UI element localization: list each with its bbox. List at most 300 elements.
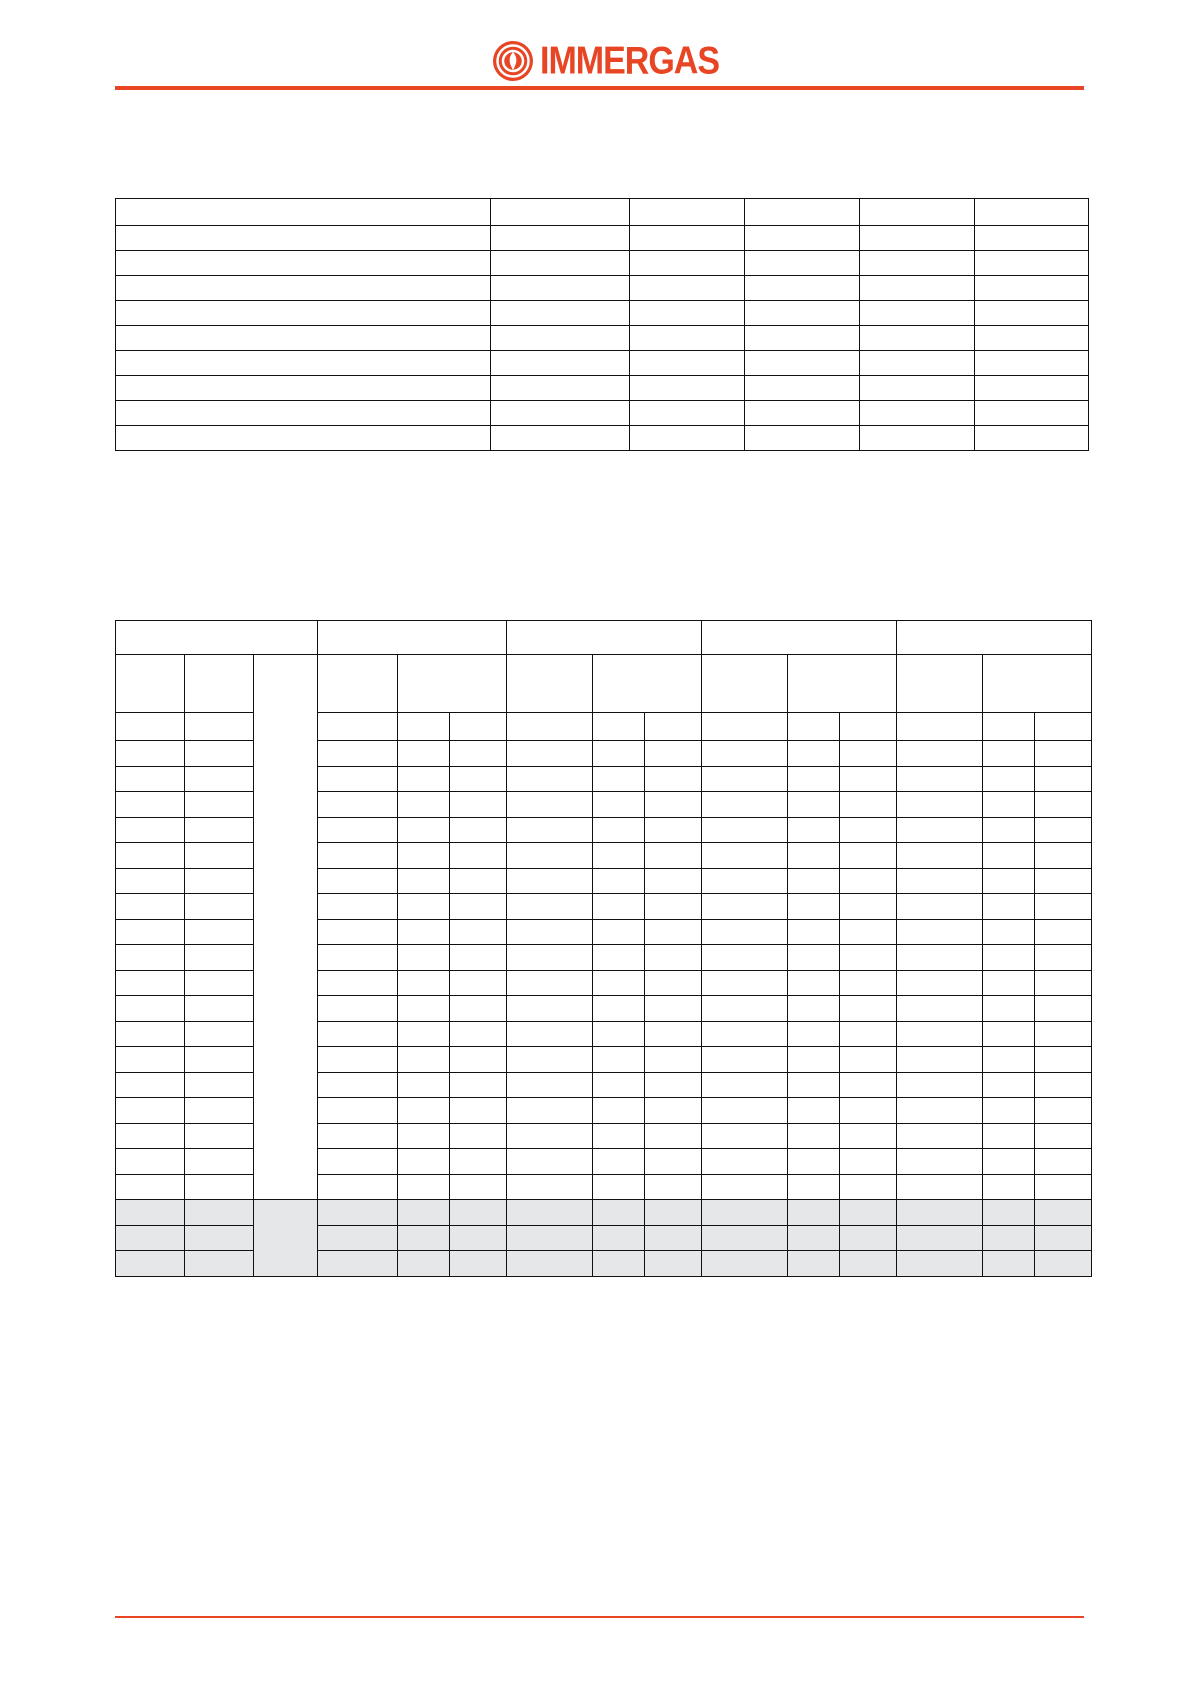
table-cell xyxy=(398,1047,450,1073)
table-cell xyxy=(507,970,593,996)
header-group-cell xyxy=(897,621,1092,655)
table-cell xyxy=(318,1149,398,1175)
table-cell xyxy=(450,868,507,894)
table-cell xyxy=(897,843,983,869)
table-cell xyxy=(1035,1149,1092,1175)
table-cell xyxy=(840,1174,897,1200)
table-cell xyxy=(318,817,398,843)
table-cell xyxy=(788,970,840,996)
table-cell xyxy=(450,1072,507,1098)
table-cell xyxy=(318,1251,398,1277)
table-cell xyxy=(840,1047,897,1073)
table-cell xyxy=(702,1225,788,1251)
table-cell xyxy=(897,792,983,818)
table-cell xyxy=(860,351,975,376)
table-cell xyxy=(840,1251,897,1277)
table-cell xyxy=(593,970,645,996)
table-cell xyxy=(398,1072,450,1098)
table-cell xyxy=(840,919,897,945)
table-cell xyxy=(507,996,593,1022)
table-cell xyxy=(702,1123,788,1149)
table-cell xyxy=(185,713,254,741)
table-cell xyxy=(593,945,645,971)
table-cell xyxy=(983,741,1035,767)
table-cell xyxy=(702,868,788,894)
table-cell xyxy=(983,1047,1035,1073)
table-cell xyxy=(185,945,254,971)
table-row xyxy=(116,1200,1092,1226)
table-cell xyxy=(450,766,507,792)
table-cell xyxy=(507,1225,593,1251)
table-cell xyxy=(185,1200,254,1226)
table-subheader-row xyxy=(116,655,1092,713)
table-cell xyxy=(788,817,840,843)
table-cell xyxy=(788,1251,840,1277)
table-cell xyxy=(318,919,398,945)
table-cell xyxy=(318,1072,398,1098)
table-cell xyxy=(450,1098,507,1124)
table-cell xyxy=(897,1072,983,1098)
table-cell xyxy=(897,945,983,971)
footer-rule xyxy=(115,1616,1084,1618)
table-cell xyxy=(983,1174,1035,1200)
table-cell xyxy=(630,376,745,401)
table-cell xyxy=(116,326,491,351)
table-cell xyxy=(593,1123,645,1149)
table-cell xyxy=(840,894,897,920)
table-row xyxy=(116,401,1089,426)
table-cell xyxy=(593,843,645,869)
table-cell xyxy=(450,945,507,971)
table-cell xyxy=(897,1225,983,1251)
subheader-cell xyxy=(507,655,593,713)
table-cell xyxy=(593,741,645,767)
table-cell xyxy=(185,894,254,920)
table-cell xyxy=(507,868,593,894)
table-cell xyxy=(983,868,1035,894)
table-cell xyxy=(593,817,645,843)
table-cell xyxy=(398,1021,450,1047)
table-cell xyxy=(840,1072,897,1098)
table-cell xyxy=(1035,843,1092,869)
table-cell xyxy=(840,970,897,996)
table-cell xyxy=(116,1098,185,1124)
table-cell xyxy=(645,843,702,869)
table-cell xyxy=(1035,741,1092,767)
subheader-cell xyxy=(983,655,1092,713)
table-cell xyxy=(318,894,398,920)
table-cell xyxy=(645,919,702,945)
table-cell xyxy=(185,1251,254,1277)
table-cell xyxy=(975,226,1089,251)
table-cell xyxy=(116,970,185,996)
table-cell xyxy=(116,843,185,869)
table-cell xyxy=(318,792,398,818)
subheader-cell xyxy=(318,655,398,713)
header-group-cell xyxy=(702,621,897,655)
table-cell xyxy=(645,1200,702,1226)
table-cell xyxy=(645,766,702,792)
table-cell xyxy=(398,1098,450,1124)
table-cell xyxy=(398,1251,450,1277)
table-cell xyxy=(116,199,491,226)
table-cell xyxy=(398,741,450,767)
table-cell xyxy=(1035,1123,1092,1149)
table-cell xyxy=(975,401,1089,426)
table-cell xyxy=(788,766,840,792)
table-cell xyxy=(507,817,593,843)
table-cell xyxy=(507,1251,593,1277)
table-cell xyxy=(398,817,450,843)
table-cell xyxy=(491,199,630,226)
table-cell xyxy=(116,1174,185,1200)
table-cell xyxy=(645,894,702,920)
table-cell xyxy=(702,945,788,971)
table-cell xyxy=(788,1174,840,1200)
table-cell xyxy=(702,1072,788,1098)
table-cell xyxy=(840,1123,897,1149)
table-cell xyxy=(398,1225,450,1251)
table-cell xyxy=(840,817,897,843)
table-cell xyxy=(645,713,702,741)
table-cell xyxy=(1035,1021,1092,1047)
table-cell xyxy=(185,1047,254,1073)
table-cell xyxy=(116,226,491,251)
table-cell xyxy=(116,894,185,920)
table-cell xyxy=(507,1123,593,1149)
table-cell xyxy=(507,1200,593,1226)
table-cell xyxy=(593,919,645,945)
table-cell xyxy=(450,817,507,843)
table-cell xyxy=(983,970,1035,996)
table-cell xyxy=(1035,792,1092,818)
table-cell xyxy=(788,894,840,920)
table-cell xyxy=(788,741,840,767)
table-cell xyxy=(450,1225,507,1251)
table-cell xyxy=(1035,817,1092,843)
table-cell xyxy=(645,1047,702,1073)
table-cell xyxy=(788,1225,840,1251)
table-cell xyxy=(450,792,507,818)
table-cell xyxy=(491,276,630,301)
table-cell xyxy=(491,351,630,376)
table-cell xyxy=(702,1047,788,1073)
table-cell xyxy=(897,1251,983,1277)
table-cell xyxy=(1035,894,1092,920)
table-cell xyxy=(491,326,630,351)
table-cell xyxy=(983,1200,1035,1226)
table-cell xyxy=(983,1021,1035,1047)
table-cell xyxy=(630,251,745,276)
table-cell xyxy=(507,945,593,971)
table-cell xyxy=(645,868,702,894)
table-cell xyxy=(398,1174,450,1200)
table-cell xyxy=(840,713,897,741)
table-cell xyxy=(897,1200,983,1226)
table-cell xyxy=(983,817,1035,843)
table-cell xyxy=(745,276,860,301)
table-cell xyxy=(630,326,745,351)
table-cell xyxy=(116,1047,185,1073)
table-cell xyxy=(860,401,975,426)
table-cell xyxy=(840,792,897,818)
table-cell xyxy=(450,1200,507,1226)
table-cell xyxy=(450,1047,507,1073)
table-cell xyxy=(116,1149,185,1175)
table-cell xyxy=(507,919,593,945)
table-cell xyxy=(185,1072,254,1098)
table-cell xyxy=(645,970,702,996)
table-cell xyxy=(116,376,491,401)
table-cell xyxy=(318,766,398,792)
table-cell xyxy=(645,1072,702,1098)
table-cell xyxy=(185,970,254,996)
table-cell xyxy=(860,199,975,226)
table-cell xyxy=(975,376,1089,401)
table-cell xyxy=(318,1200,398,1226)
table-cell xyxy=(840,1149,897,1175)
specification-table xyxy=(115,198,1089,451)
table-cell xyxy=(788,1072,840,1098)
table-cell xyxy=(897,1047,983,1073)
table-row xyxy=(116,426,1089,451)
table-cell xyxy=(185,766,254,792)
table-cell xyxy=(897,1123,983,1149)
table-cell xyxy=(702,766,788,792)
table-cell xyxy=(983,945,1035,971)
table-cell xyxy=(983,919,1035,945)
table-cell xyxy=(318,1047,398,1073)
table-cell xyxy=(593,1225,645,1251)
table-cell xyxy=(185,741,254,767)
table-cell xyxy=(840,1200,897,1226)
table-cell xyxy=(788,1123,840,1149)
table-cell xyxy=(645,996,702,1022)
table-cell xyxy=(398,713,450,741)
table-cell xyxy=(745,401,860,426)
table-cell xyxy=(593,792,645,818)
table-cell xyxy=(593,996,645,1022)
subheader-cell xyxy=(702,655,788,713)
table-cell xyxy=(398,766,450,792)
table-cell xyxy=(507,1098,593,1124)
table-cell xyxy=(702,894,788,920)
table-cell xyxy=(116,301,491,326)
table-cell xyxy=(745,376,860,401)
table-cell xyxy=(507,1072,593,1098)
table-cell xyxy=(398,843,450,869)
table-cell xyxy=(788,1021,840,1047)
table-cell xyxy=(450,713,507,741)
table-cell xyxy=(1035,945,1092,971)
table-cell xyxy=(491,401,630,426)
table-cell xyxy=(983,996,1035,1022)
table-cell xyxy=(507,843,593,869)
subheader-cell xyxy=(593,655,702,713)
table-cell xyxy=(491,426,630,451)
table-cell xyxy=(1035,766,1092,792)
table-cell xyxy=(116,945,185,971)
table-cell xyxy=(788,1047,840,1073)
table-cell xyxy=(1035,1047,1092,1073)
table-cell xyxy=(185,996,254,1022)
table-cell xyxy=(593,713,645,741)
table-cell xyxy=(630,226,745,251)
table-cell xyxy=(788,945,840,971)
table-cell xyxy=(398,919,450,945)
table-cell xyxy=(116,351,491,376)
table-cell xyxy=(983,894,1035,920)
table-cell xyxy=(983,713,1035,741)
table-cell xyxy=(491,376,630,401)
table-cell xyxy=(630,351,745,376)
table-row xyxy=(116,226,1089,251)
table-cell xyxy=(702,741,788,767)
table-cell xyxy=(318,1123,398,1149)
table-cell xyxy=(450,894,507,920)
table-cell xyxy=(398,1200,450,1226)
header-group-cell xyxy=(116,621,318,655)
table-cell xyxy=(116,713,185,741)
table-cell xyxy=(983,1225,1035,1251)
table-cell xyxy=(860,376,975,401)
table-cell xyxy=(593,894,645,920)
merged-column-cell xyxy=(254,1200,318,1277)
table-cell xyxy=(1035,1251,1092,1277)
table-cell xyxy=(318,741,398,767)
table-cell xyxy=(745,426,860,451)
table-cell xyxy=(788,1098,840,1124)
table-cell xyxy=(318,713,398,741)
table-cell xyxy=(975,351,1089,376)
data-table xyxy=(115,620,1092,1277)
table-row xyxy=(116,301,1089,326)
table-cell xyxy=(897,919,983,945)
table-cell xyxy=(507,713,593,741)
table-cell xyxy=(897,894,983,920)
table-cell xyxy=(116,919,185,945)
table-cell xyxy=(491,301,630,326)
table-cell xyxy=(116,1021,185,1047)
table-cell xyxy=(645,1174,702,1200)
table-cell xyxy=(840,1225,897,1251)
table-cell xyxy=(630,199,745,226)
table-cell xyxy=(1035,996,1092,1022)
table-cell xyxy=(116,1072,185,1098)
table-cell xyxy=(318,868,398,894)
table-cell xyxy=(593,1098,645,1124)
table-cell xyxy=(398,970,450,996)
table-cell xyxy=(860,426,975,451)
table-cell xyxy=(507,894,593,920)
table-cell xyxy=(630,276,745,301)
table-cell xyxy=(983,1123,1035,1149)
header-group-cell xyxy=(318,621,507,655)
table-cell xyxy=(450,996,507,1022)
merged-column-cell xyxy=(254,655,318,1200)
immergas-logo xyxy=(492,40,719,82)
table-cell xyxy=(897,996,983,1022)
immergas-flame-logo-icon xyxy=(492,40,534,82)
table-cell xyxy=(318,970,398,996)
table-cell xyxy=(983,766,1035,792)
table-cell xyxy=(507,766,593,792)
table-cell xyxy=(897,1174,983,1200)
table-cell xyxy=(185,1021,254,1047)
table-cell xyxy=(593,1174,645,1200)
table-cell xyxy=(1035,1098,1092,1124)
table-cell xyxy=(450,1021,507,1047)
table-cell xyxy=(702,843,788,869)
table-cell xyxy=(983,1251,1035,1277)
table-cell xyxy=(788,868,840,894)
table-cell xyxy=(116,868,185,894)
table-cell xyxy=(897,970,983,996)
table-cell xyxy=(593,1251,645,1277)
table-cell xyxy=(975,326,1089,351)
table-cell xyxy=(398,996,450,1022)
table-cell xyxy=(185,1098,254,1124)
table-cell xyxy=(116,251,491,276)
table-cell xyxy=(116,1200,185,1226)
table-cell xyxy=(983,1072,1035,1098)
table-cell xyxy=(897,713,983,741)
table-cell xyxy=(840,843,897,869)
table-cell xyxy=(645,1021,702,1047)
table-cell xyxy=(702,713,788,741)
table-row xyxy=(116,376,1089,401)
table-cell xyxy=(398,894,450,920)
subheader-cell xyxy=(788,655,897,713)
table-cell xyxy=(860,276,975,301)
table-cell xyxy=(1035,970,1092,996)
subheader-cell xyxy=(897,655,983,713)
table-cell xyxy=(645,1098,702,1124)
table-cell xyxy=(1035,919,1092,945)
table-cell xyxy=(645,1123,702,1149)
table-cell xyxy=(983,843,1035,869)
table-cell xyxy=(185,817,254,843)
table-cell xyxy=(645,1225,702,1251)
table-cell xyxy=(788,919,840,945)
table-cell xyxy=(593,1021,645,1047)
table-cell xyxy=(398,1123,450,1149)
table-cell xyxy=(860,251,975,276)
table-cell xyxy=(975,251,1089,276)
table-cell xyxy=(398,792,450,818)
table-cell xyxy=(645,741,702,767)
table-cell xyxy=(116,996,185,1022)
table-cell xyxy=(702,970,788,996)
table-cell xyxy=(840,766,897,792)
table-cell xyxy=(788,792,840,818)
table-row xyxy=(116,351,1089,376)
table-cell xyxy=(975,301,1089,326)
table-cell xyxy=(702,1021,788,1047)
table-cell xyxy=(702,919,788,945)
table-cell xyxy=(116,817,185,843)
table-cell xyxy=(491,226,630,251)
table-cell xyxy=(897,868,983,894)
table-cell xyxy=(702,1251,788,1277)
table-cell xyxy=(450,1251,507,1277)
table-cell xyxy=(450,843,507,869)
table-cell xyxy=(185,868,254,894)
table-cell xyxy=(645,792,702,818)
table-row xyxy=(116,199,1089,226)
table-cell xyxy=(185,843,254,869)
table-cell xyxy=(507,1149,593,1175)
